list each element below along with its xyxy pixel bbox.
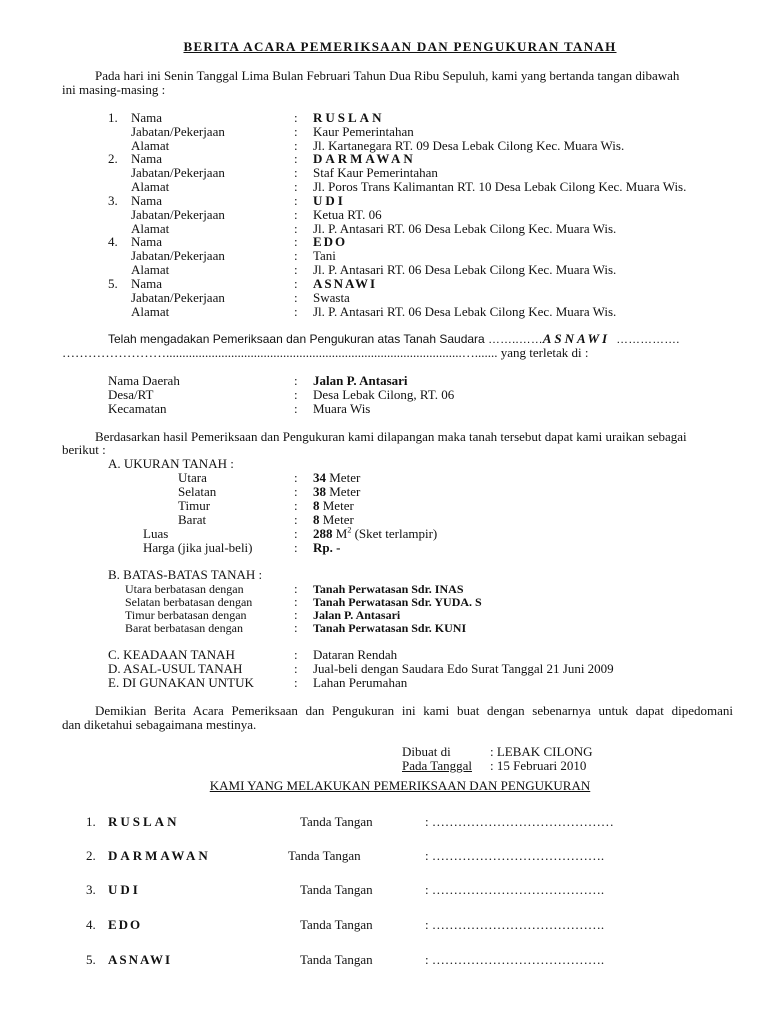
colon: : [294,498,298,513]
colon: : [294,512,298,527]
dibuat-value: : LEBAK CILONG [490,744,593,759]
signature-number: 3. [86,882,96,897]
person-jabatan-label: Jabatan/Pekerjaan [131,207,225,222]
result-intro-line-2: berikut : [62,442,106,457]
person-jabatan: Staf Kaur Pemerintahan [313,165,438,180]
luas-superscript: 2 [347,525,352,535]
person-nama-label: Nama [131,151,163,166]
colon: : [294,221,298,236]
person-nama-label: Nama [131,193,163,208]
person-jabatan: Kaur Pemerintahan [313,124,414,139]
person-nama-label: Nama [131,234,163,249]
side-label: Utara [178,470,207,485]
batas-value: Jalan P. Antasari [313,608,401,622]
person-alamat: Jl. Poros Trans Kalimantan RT. 10 Desa Lebak Cilong Kec. Muara Wis. [313,179,687,194]
person-number: 3. [108,193,118,208]
batas-value: Tanah Perwatasan Sdr. INAS [313,582,464,596]
section-a-heading: A. UKURAN TANAH : [108,456,234,471]
document-title: BERITA ACARA PEMERIKSAAN DAN PENGUKURAN TANAH [183,39,617,54]
section-label: D. ASAL-USUL TANAH [108,661,243,676]
section-value: Dataran Rendah [313,647,398,662]
location-value: Jalan P. Antasari [313,373,408,388]
location-label: Desa/RT [108,387,154,402]
person-number: 2. [108,151,118,166]
signature-line: : …………………………………. [425,917,605,932]
signature-label: Tanda Tangan [300,882,373,897]
harga-label: Harga (jika jual-beli) [143,540,253,555]
section-value: Jual-beli dengan Saudara Edo Surat Tanggal 21 Juni 2009 [313,661,614,676]
location-value: Desa Lebak Cilong, RT. 06 [313,387,455,402]
person-jabatan: Ketua RT. 06 [313,207,382,222]
side-number: 38 [313,484,326,499]
person-jabatan-label: Jabatan/Pekerjaan [131,290,225,305]
statement-owner: ASNAWI [542,331,611,346]
colon: : [294,110,298,125]
signature-number: 1. [86,814,96,829]
person-alamat: Jl. P. Antasari RT. 06 Desa Lebak Cilong Kec. Muara Wis. [313,262,617,277]
signature-line: : …………………………………. [425,848,605,863]
side-unit: Meter [319,512,354,527]
colon: : [294,248,298,263]
person-nama-label: Nama [131,110,163,125]
harga-value: Rp. - [313,540,341,555]
tanggal-row [402,759,597,773]
person-alamat-label: Alamat [131,138,170,153]
person-alamat-label: Alamat [131,179,170,194]
colon: : [294,675,298,690]
signature-label: Tanda Tangan [288,848,361,863]
signature-name: DARMAWAN [108,848,211,863]
colon: : [294,276,298,291]
person-alamat: Jl. P. Antasari RT. 06 Desa Lebak Cilong Kec. Muara Wis. [313,221,617,236]
statement-line-2: ……………………...........................................................................................…....... yang terletak di : [62,345,589,360]
closing-line-2: dan diketahui sebagaimana mestinya. [62,717,257,732]
luas-unit: M [332,526,348,541]
batas-label: Barat berbatasan dengan [125,621,243,635]
colon: : [294,193,298,208]
person-jabatan: Tani [313,248,336,263]
colon: : [294,620,298,635]
location-label: Kecamatan [108,401,167,416]
person-alamat: Jl. Kartanegara RT. 09 Desa Lebak Cilong Kec. Muara Wis. [313,138,625,153]
section-label: E. DI GUNAKAN UNTUK [108,675,254,690]
colon: : [294,401,298,416]
person-nama-label: Nama [131,276,163,291]
statement-line-1 [108,332,679,346]
luas-note: (Sket terlampir) [351,526,438,541]
signature-label: Tanda Tangan [300,917,373,932]
tanggal-label: Pada Tanggal [402,758,472,773]
colon: : [294,373,298,388]
person-jabatan-label: Jabatan/Pekerjaan [131,248,225,263]
colon: : [294,594,298,609]
location-value: Muara Wis [313,401,371,416]
colon: : [294,484,298,499]
signature-number: 4. [86,917,96,932]
signature-number: 5. [86,952,96,967]
signature-name: EDO [108,917,143,932]
side-number: 8 [313,512,320,527]
signature-line: : …………………………………. [425,952,605,967]
signature-name: ASNAWI [108,952,173,967]
colon: : [294,540,298,555]
person-number: 4. [108,234,118,249]
side-number: 8 [313,498,320,513]
person-alamat-label: Alamat [131,262,170,277]
signatures-title: KAMI YANG MELAKUKAN PEMERIKSAAN DAN PENGUKURAN [209,778,591,793]
person-number: 1. [108,110,118,125]
luas-label: Luas [143,526,169,541]
batas-value: Tanah Perwatasan Sdr. KUNI [313,621,467,635]
dibuat-label: Dibuat di [402,744,451,759]
side-unit: Meter [326,470,361,485]
side-label: Barat [178,512,207,527]
luas-number: 288 [313,526,333,541]
batas-label: Selatan berbatasan dengan [125,595,253,609]
signature-label: Tanda Tangan [300,952,373,967]
person-alamat-label: Alamat [131,304,170,319]
side-value [313,485,360,499]
intro-line-1: Pada hari ini Senin Tanggal Lima Bulan Februari Tahun Dua Ribu Sepuluh, kami yang bertanda tangan dibawah [95,68,680,83]
location-label: Nama Daerah [108,373,180,388]
colon: : [294,262,298,277]
colon: : [294,207,298,222]
signature-name: UDI [108,882,141,897]
colon: : [294,179,298,194]
signature-line: : …………………………………. [425,882,605,897]
batas-label: Utara berbatasan dengan [125,582,244,596]
colon: : [294,661,298,676]
side-value [313,471,360,485]
person-name: DARMAWAN [313,151,416,166]
side-unit: Meter [326,484,361,499]
person-jabatan-label: Jabatan/Pekerjaan [131,165,225,180]
colon: : [294,165,298,180]
colon: : [294,607,298,622]
tanggal-value: : 15 Februari 2010 [490,758,587,773]
section-b-heading: B. BATAS-BATAS TANAH : [108,567,263,582]
colon: : [294,138,298,153]
colon: : [294,647,298,662]
colon: : [294,124,298,139]
section-label: C. KEADAAN TANAH [108,647,235,662]
luas-value [313,527,437,541]
colon: : [294,234,298,249]
side-label: Timur [178,498,211,513]
signature-number: 2. [86,848,96,863]
side-number: 34 [313,470,326,485]
colon: : [294,290,298,305]
statement-suffix: ……………. [616,332,680,346]
person-alamat: Jl. P. Antasari RT. 06 Desa Lebak Cilong Kec. Muara Wis. [313,304,617,319]
person-name: UDI [313,193,346,208]
result-intro-line-1: Berdasarkan hasil Pemeriksaan dan Pengukuran kami dilapangan maka tanah tersebut dapat kami uraikan sebagai [95,429,687,444]
signature-label: Tanda Tangan [300,814,373,829]
colon: : [294,387,298,402]
intro-line-2: ini masing-masing : [62,82,166,97]
colon: : [294,526,298,541]
signature-line: : …………………………………… [425,814,614,829]
batas-label: Timur berbatasan dengan [125,608,247,622]
colon: : [294,470,298,485]
side-label: Selatan [178,484,217,499]
side-value [313,499,354,513]
colon: : [294,151,298,166]
colon: : [294,581,298,596]
person-alamat-label: Alamat [131,221,170,236]
person-jabatan-label: Jabatan/Pekerjaan [131,124,225,139]
person-name: ASNAWI [313,276,378,291]
person-jabatan: Swasta [313,290,350,305]
signature-name: RUSLAN [108,814,180,829]
colon: : [294,304,298,319]
person-name: RUSLAN [313,110,385,125]
closing-line-1: Demikian Berita Acara Pemeriksaan dan Pengukuran ini kami buat dengan sebenarnya untuk dapat dipedomani [95,703,733,718]
person-name: EDO [313,234,348,249]
section-value: Lahan Perumahan [313,675,408,690]
batas-value: Tanah Perwatasan Sdr. YUDA. S [313,595,482,609]
side-unit: Meter [319,498,354,513]
person-number: 5. [108,276,118,291]
statement-prefix: Telah mengadakan Pemeriksaan dan Pengukuran atas Tanah Saudara ……..…… [108,332,543,346]
